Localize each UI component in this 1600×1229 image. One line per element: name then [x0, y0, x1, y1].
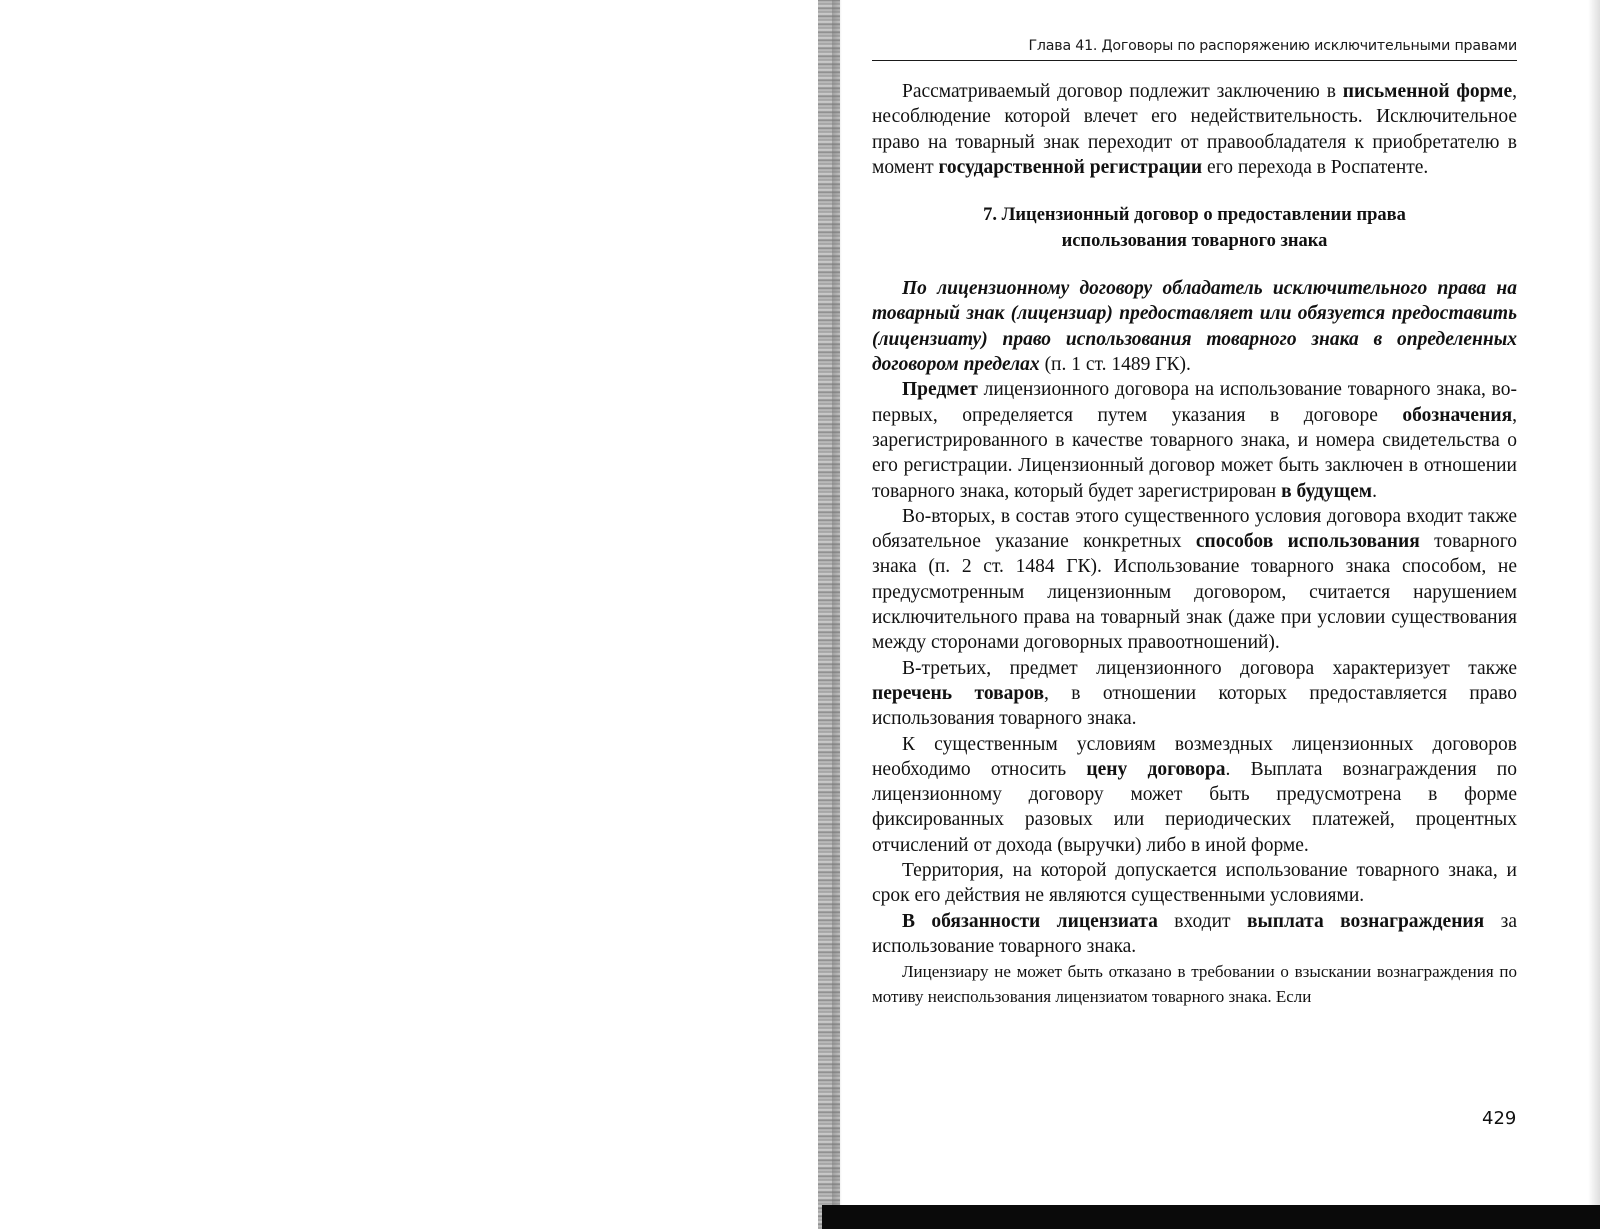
bold-term: цену договора — [1086, 758, 1226, 780]
page-number: 429 — [1482, 1108, 1517, 1129]
paragraph-small-print — [872, 959, 1517, 1009]
text-span: Лицензиару не может быть отказано в требовании о взыскании вознаграждения по мотиву неиспользования лицензиатом товарного знака. Если — [872, 962, 1517, 1007]
running-head: Глава 41. Договоры по распоряжению исключительными правами — [872, 38, 1517, 61]
text-span: за использование товарного знака. — [872, 910, 1518, 957]
bold-term: перечень товаров — [872, 682, 1045, 704]
page-body — [872, 79, 1517, 1009]
page-edge-shadow — [1588, 0, 1600, 1205]
bold-term: письменной форме — [1342, 81, 1513, 102]
bold-term: обозначения — [1402, 404, 1513, 426]
paragraph-subject — [872, 377, 1517, 503]
text-span: лицензионного договора на использование товарного знака, во-первых, определяется путем указания в договоре — [872, 379, 1517, 426]
text-span: К существенным условиям возмездных лицензионных договоров необходимо относить — [872, 733, 1517, 780]
text-span: , несоблюдение которой влечет его недействительность. Исключительное право на товарный знак переходит от правообладателя к приобретателю в момент — [872, 81, 1517, 178]
spine-gradient — [832, 0, 842, 1229]
text-span: Рассматриваемый договор подлежит заключению в — [902, 81, 1343, 102]
paragraph-definition — [872, 276, 1517, 377]
paragraph-territory — [872, 858, 1517, 909]
text-span: . — [1372, 480, 1377, 502]
bold-term: Предмет — [902, 379, 978, 401]
text-span: В-третьих, предмет лицензионного договора характеризует также — [902, 657, 1517, 679]
text-span: товарного знака (п. 2 ст. 1484 ГК). Использование товарного знака способом, не предусмотренным лицензионным договором, считается нарушением исключительного права на товарный знак (даже при условии существования между сторонами договорных правоотношений). — [872, 531, 1517, 654]
paragraph-secondly — [872, 504, 1517, 656]
book-page — [872, 38, 1517, 1009]
text-span: , в отношении которых предоставляется право использования товарного знака. — [872, 682, 1517, 730]
bold-term: государственной регистрации — [938, 156, 1203, 178]
paragraph-1 — [872, 79, 1517, 180]
text-span: Во-вторых, в состав этого существенного условия договора входит также обязательное указание конкретных — [872, 505, 1517, 553]
paragraph-thirdly — [872, 656, 1517, 732]
text-span: . Выплата вознаграждения по лицензионному договору может быть предусмотрена в форме фиксированных разовых или периодических платежей, процентных отчислений от дохода (выручки) либо в иной форме. — [872, 758, 1517, 856]
bold-term: В обязанности лицензиата — [902, 910, 1158, 932]
text-span: (п. 1 ст. 1489 ГК). — [1039, 354, 1191, 376]
paragraph-obligations — [872, 909, 1517, 960]
text-span: его перехода в Роспатенте. — [1202, 156, 1429, 178]
section-heading — [872, 202, 1517, 254]
section-heading-line-1: 7. Лицензионный договор о предоставлении права — [983, 205, 1406, 226]
text-span: входит — [1157, 910, 1247, 932]
definition-text: По лицензионному договору обладатель исключительного права на товарный знак (лицензиар) предоставляет или обязуется предоставить (лицензиату) право использования товарного знака в определенных договором пределах — [872, 278, 1517, 376]
scan-bottom-border — [822, 1205, 1600, 1229]
paragraph-price — [872, 732, 1517, 858]
text-span: Территория, на которой допускается использование товарного знака, и срок его действия не являются существенными условиями. — [872, 860, 1517, 907]
text-span: , зарегистрированного в качестве товарного знака, и номера свидетельства о его регистрации. Лицензионный договор может быть заключен в отношении товарного знака, который будет зарегистрирован — [872, 404, 1517, 502]
bold-term: в будущем — [1281, 480, 1373, 502]
bold-term: способов использования — [1195, 531, 1420, 553]
section-heading-line-2: использования товарного знака — [1061, 231, 1328, 252]
bold-term: выплата вознаграждения — [1246, 910, 1485, 932]
